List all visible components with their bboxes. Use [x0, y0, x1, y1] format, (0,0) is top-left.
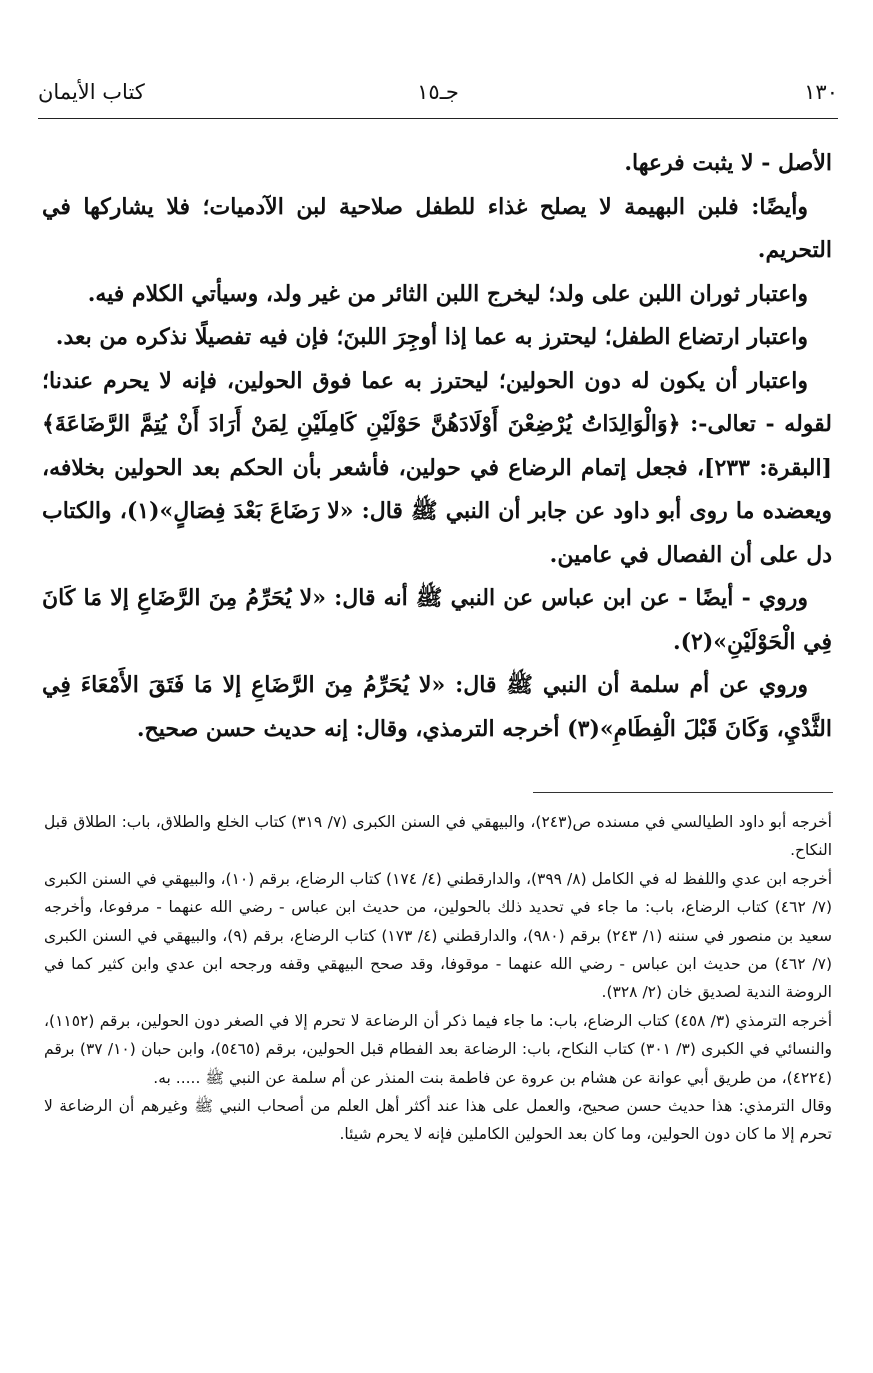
running-header: [38, 72, 838, 112]
paragraph-7: وروي عن أم سلمة أن النبي ﷺ قال: «لا يُحَرِّمُ مِنَ الرَّضَاعِ إلا مَا فَتَقَ الأَمْعَاءَ فِي الثَّدْيِ، وَكَانَ قَبْلَ الْفِطَامِ»(٣) أخرجه الترمذي، وقال: إنه حديث حسن صحيح.: [42, 672, 832, 742]
paragraph-2: وأيضًا: فلبن البهيمة لا يصلح غذاء للطفل صلاحية لبن الآدميات؛ فلا يشاركها في التحريم.: [42, 193, 832, 263]
footnotes: [44, 808, 832, 1149]
footnote-rule: [533, 792, 833, 793]
footnote-1: أخرجه أبو داود الطيالسي في مسنده ص(٢٤٣)، والبيهقي في السنن الكبرى (٧/ ٣١٩) كتاب الخلع والطلاق، باب: الطلاق قبل النكاح.: [44, 813, 832, 860]
footnote-3-continued: وقال الترمذي: هذا حديث حسن صحيح، والعمل على هذا عند أكثر أهل العلم من أصحاب النبي ﷺ وغيرهم أن الرضاعة لا تحرم إلا ما كان دون الحولين، وما كان بعد الحولين الكاملين فإنه لا يحرم شيئا.: [44, 1097, 832, 1144]
page-number: ١٣٠: [804, 80, 838, 104]
volume-label: جـ١٥: [417, 80, 459, 104]
header-rule: [38, 118, 838, 119]
paragraph-1: الأصل - لا يثبت فرعها.: [624, 150, 832, 176]
paragraph-6: وروي - أيضًا - عن ابن عباس عن النبي ﷺ أنه قال: «لا يُحَرِّمُ مِنَ الرَّضَاعِ إلا مَا كَانَ فِي الْحَوْلَيْنِ»(٢).: [42, 585, 832, 655]
main-text: [42, 142, 832, 751]
paragraph-3: واعتبار ثوران اللبن على ولد؛ ليخرج اللبن الثائر من غير ولد، وسيأتي الكلام فيه.: [87, 280, 808, 307]
footnote-3: أخرجه الترمذي (٣/ ٤٥٨) كتاب الرضاع، باب: ما جاء فيما ذكر أن الرضاعة لا تحرم إلا في الصغر دون الحولين، برقم (١١٥٢)، والنسائي في الكبرى (٣/ ٣٠١) كتاب النكاح، باب: الرضاعة بعد الفطام قبل الحولين، برقم (٥٤٦٥)، وابن حبان (١٠/ ٣٧) برقم (٤٢٢٤)، من طريق أبي عوانة عن هشام بن عروة عن فاطمة بنت المنذر عن أم سلمة عن النبي ﷺ ..... به.: [44, 1011, 832, 1087]
paragraph-4: واعتبار ارتضاع الطفل؛ ليحترز به عما إذا أوجِرَ اللبنَ؛ فإن فيه تفصيلًا نذكره من بعد.: [55, 324, 808, 350]
paragraph-5: واعتبار أن يكون له دون الحولين؛ ليحترز به عما فوق الحولين، فإنه لا يحرم عندنا؛ لقوله - تعالى-: ﴿وَالْوَالِدَاتُ يُرْضِعْنَ أَوْلَادَهُنَّ حَوْلَيْنِ كَامِلَيْنِ لِمَنْ أَرَادَ أَنْ يُتِمَّ الرَّضَاعَةَ﴾ [البقرة: ٢٣٣]، فجعل إتمام الرضاع في حولين، فأشعر بأن الحكم بعد الحولين بخلافه، ويعضده ما روى أبو داود عن جابر أن النبي ﷺ قال: «لا رَضَاعَ بَعْدَ فِصَالٍ»(١)، والكتاب دل على أن الفصال في عامين.: [42, 367, 832, 568]
footnote-2: أخرجه ابن عدي واللفظ له في الكامل (٨/ ٣٩٩)، والدارقطني (٤/ ١٧٤) كتاب الرضاع، برقم (١٠)، والبيهقي في السنن الكبرى (٧/ ٤٦٢) كتاب الرضاع، باب: ما جاء في تحديد ذلك بالحولين، من حديث ابن عباس - رضي الله عنهما - مرفوعا، وأخرجه سعيد بن منصور في سننه (١/ ٢٤٣) برقم (٩٨٠)، والدارقطني (٤/ ١٧٣) كتاب الرضاع، برقم (٩)، والبيهقي في السنن الكبرى (٧/ ٤٦٢) من حديث ابن عباس - رضي الله عنهما - موقوفا، وقد صحح البيهقي وقفه ورجحه ابن عدي وابن كثير كما في الروضة الندية لصديق خان (٢/ ٣٢٨).: [44, 869, 833, 1002]
book-title: كتاب الأيمان: [38, 80, 145, 104]
